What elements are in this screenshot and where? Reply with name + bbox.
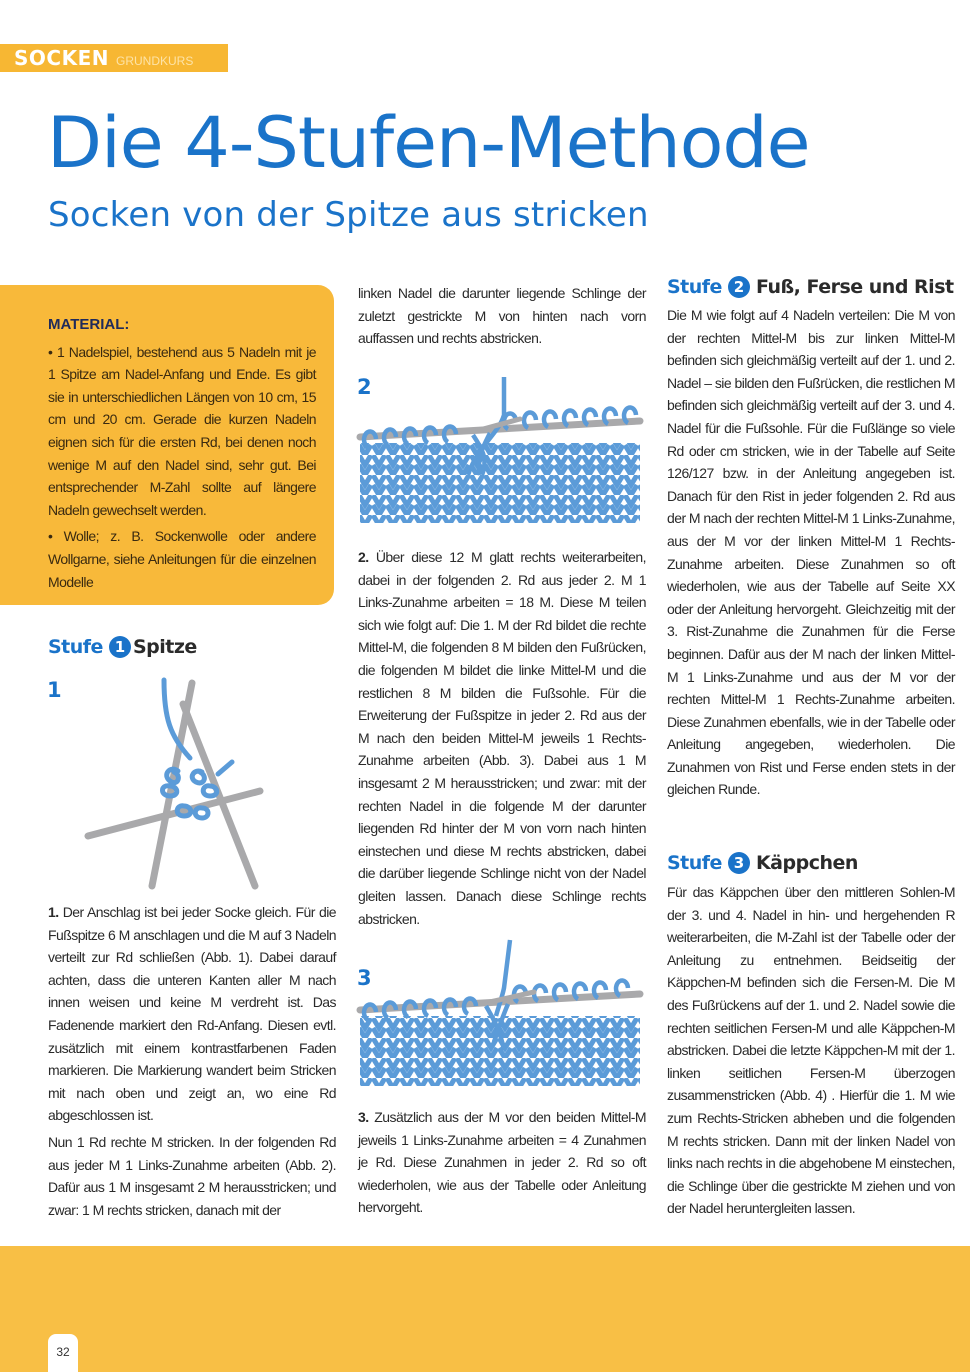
stufe-3-heading: [667, 852, 858, 874]
step-1-paragraph-2: Nun 1 Rd rechte M stricken. In der folgenden Rd aus jeder M 1 Links-Zunahme arbeiten (Abb. 2). Dafür aus 1 M insgesamt 2 M herausstricken; und zwar: 1 M rechts stricken, danach mit der: [48, 1133, 336, 1218]
figure-2-knitting-illustration: [358, 375, 646, 525]
page-subtitle: Socken von der Spitze aus stricken: [48, 195, 649, 235]
stufe-3-name: Käppchen: [755, 852, 858, 874]
continuation-text: linken Nadel die darunter liegende Schlinge der zuletzt gestrickte M von hinten nach vorn auffassen und rechts abstricken.: [358, 285, 646, 347]
stufe-3-body: Für das Käppchen über den mittleren Sohlen-M der 3. und 4. Nadel in hin- und hergehenden R weiterarbeiten, die M-Zahl ist der Tabelle oder der Anleitung zu entnehmen. Beidseitig der Käppchen-M befinden sich die Fersen-M. Die M des Fußrückens auf der 1. und 2. Nadel sowie die rechten seitlichen Fersen-M und alle Käppchen-M abstricken. Dabei die letzte Käppchen-M mit der 1. linken seitlichen Fersen-M überzogen zusammenstricken (Abb. 4) . Hierfür die 1. M wie zum Rechts-Stricken abheben und die folgenden M rechts stricken. Dann mit der linken Nadel von links nach rechts in die abgehobene M einstechen, die Schlinge über die gestrickte M ziehen und von der Nadel heruntergleiten lassen.: [667, 884, 955, 1217]
stufe-2-body: Die M wie folgt auf 4 Nadeln verteilen: Die M von der rechten Mittel-M bis zur linken Mittel-M befinden sich gleichmäßig verteilt auf der 1. und 2. Nadel – sie bilden den Fußrücken, die restlichen M befinden sich gleichmäßig verteilt auf der 3. und 4. Nadel für die Fußsohle. Für die Fußlänge so viele Rd oder cm stricken, wie in der Tabelle auf Seite 126/127 bzw. in der Anleitung angegeben ist. Danach für den Rist in jeder folgenden 2. Rd aus der M nach der rechten Mittel-M 1 Links-Zunahme, aus der M vor der linken Mittel-M 1 Rechts-Zunahme arbeiten. Diese Zunahmen so oft wiederholen, wie aus der Tabelle auf Seite XX oder der Anleitung hervorgeht. Gleichzeitig mit der 3. Rist-Zunahme die Zunahmen für die Ferse beginnen. Dafür aus der M nach der linken Mittel-M 1 Links-Zunahme und aus der M vor der rechten Mittel-M 1 Rechts-Zunahme arbeiten. Diese Zunahmen ebenfalls, wie in der Tabelle oder Anleitung angegeben, wiederholen. Die Zunahmen von Rist und Ferse enden stets in der gleichen Runde.: [667, 307, 955, 798]
stufe-1-number-badge: 1: [109, 636, 131, 658]
step-2-text: Über diese 12 M glatt rechts weiterarbeiten, dabei in der folgenden 2. Rd aus jeder 2. M 1 Links-Zunahme arbeiten = 18 M. Diese M teilen sich wie folgt auf: Die 1. M der Rd bildet die rechte Mittel-M, die folgenden 8 M bilden den Fußrücken, die folgenden M bildet die linke Mittel-M und die restlichen 8 M bilden die Fußsohle. Für die Erweiterung der Fußspitze in jeder 2. Rd aus der M nach den beiden Mittel-M jeweils 1 Rechts-Zunahme arbeiten (Abb. 3). Dabei aus 1 M insgesamt 2 M herausstricken; und zwar: mit der rechten Nadel in die folgende M der darunter liegenden Rd hinter der M von vorn nach hinten einstechen und diese M rechts abstricken, dabei die darüber liegende Schlinge nicht von der Nadel gleiten lassen. Danach diese Schlinge rechts abstricken.: [358, 549, 646, 927]
stufe-2-heading: [667, 276, 954, 298]
step-1-paragraph: [48, 901, 336, 1127]
page-number: 32: [48, 1334, 78, 1372]
step-2-body: [358, 546, 646, 934]
step-3-paragraph: [358, 1106, 646, 1219]
knitted-fabric: [360, 443, 640, 523]
step-3-body: [358, 1106, 646, 1223]
page-title: Die 4-Stufen-Methode: [47, 102, 810, 184]
step-1-text: Der Anschlag ist bei jeder Socke gleich. Für die Fußspitze 6 M anschlagen und die M auf 3 Nadeln verteilt zur Rd schließen (Abb. 1). Dabei darauf achten, dass die unteren Kanten aller M nach innen weisen und keine M verdreht ist. Das Fadenende markiert den Rd-Anfang. Diesen evtl. zusätzlich mit einem kontrastfarbenen Faden markieren. Die Markierung wandert beim Stricken mit nach oben und zeigt an, wo eine Rd abgeschlossen ist.: [48, 904, 336, 1124]
footer-band: [0, 1246, 970, 1372]
stufe-2-label: Stufe: [667, 276, 722, 298]
material-item: • 1 Nadelspiel, bestehend aus 5 Nadeln mit je 1 Spitze am Nadel-Anfang und Ende. Es gibt sie in unterschiedlichen Längen von 10 cm, 15 cm und 20 cm. Gerade die kurzen Nadeln eignen sich für die ersten Rd, bei denen noch wenige M auf den Nadel sind, sehr gut. Bei entsprechender M-Zahl sollte auf längere Nadeln gewechselt werden.: [48, 343, 316, 518]
step-3-number: 3.: [358, 1109, 369, 1125]
stufe-3-number-badge: 3: [728, 852, 750, 874]
stufe-1-name: Spitze: [132, 636, 197, 658]
figure-1-number: 1: [47, 678, 62, 702]
section-tag-label: SOCKEN: [14, 46, 109, 70]
section-tag: [0, 44, 228, 72]
material-heading: MATERIAL:: [48, 316, 130, 333]
stufe-3-label: Stufe: [667, 852, 722, 874]
step-1-number: 1.: [48, 904, 59, 920]
stufe-2-number-badge: 2: [728, 276, 750, 298]
stufe-2-name: Fuß, Ferse und Rist: [755, 276, 954, 298]
yarn-end: [218, 762, 232, 774]
material-item: • Wolle; z. B. Sockenwolle oder andere Wollgarne, siehe Anleitungen für die einzelnen Modelle: [48, 528, 316, 590]
figure-3-knitting-illustration: [358, 938, 646, 1088]
stufe-1-heading: [48, 636, 197, 658]
stufe-1-label: Stufe: [48, 636, 103, 658]
section-subtag-label: GRUNDKURS: [115, 53, 194, 68]
figure-2-number: 2: [357, 375, 372, 399]
figure-3-number: 3: [357, 966, 372, 990]
step-3-text: Zusätzlich aus der M vor den beiden Mittel-M jeweils 1 Links-Zunahme arbeiten = 4 Zunahmen je Rd. Diese Zunahmen in jeder 2. Rd so oft wiederholen, wie aus der Tabelle oder Anleitung hervorgeht.: [358, 1109, 647, 1216]
material-text: [48, 314, 316, 597]
step-2-number: 2.: [358, 549, 369, 565]
stufe-1-body: [48, 901, 336, 1225]
step-2-paragraph: [358, 546, 646, 930]
figure-1-needles-illustration: [70, 668, 270, 893]
